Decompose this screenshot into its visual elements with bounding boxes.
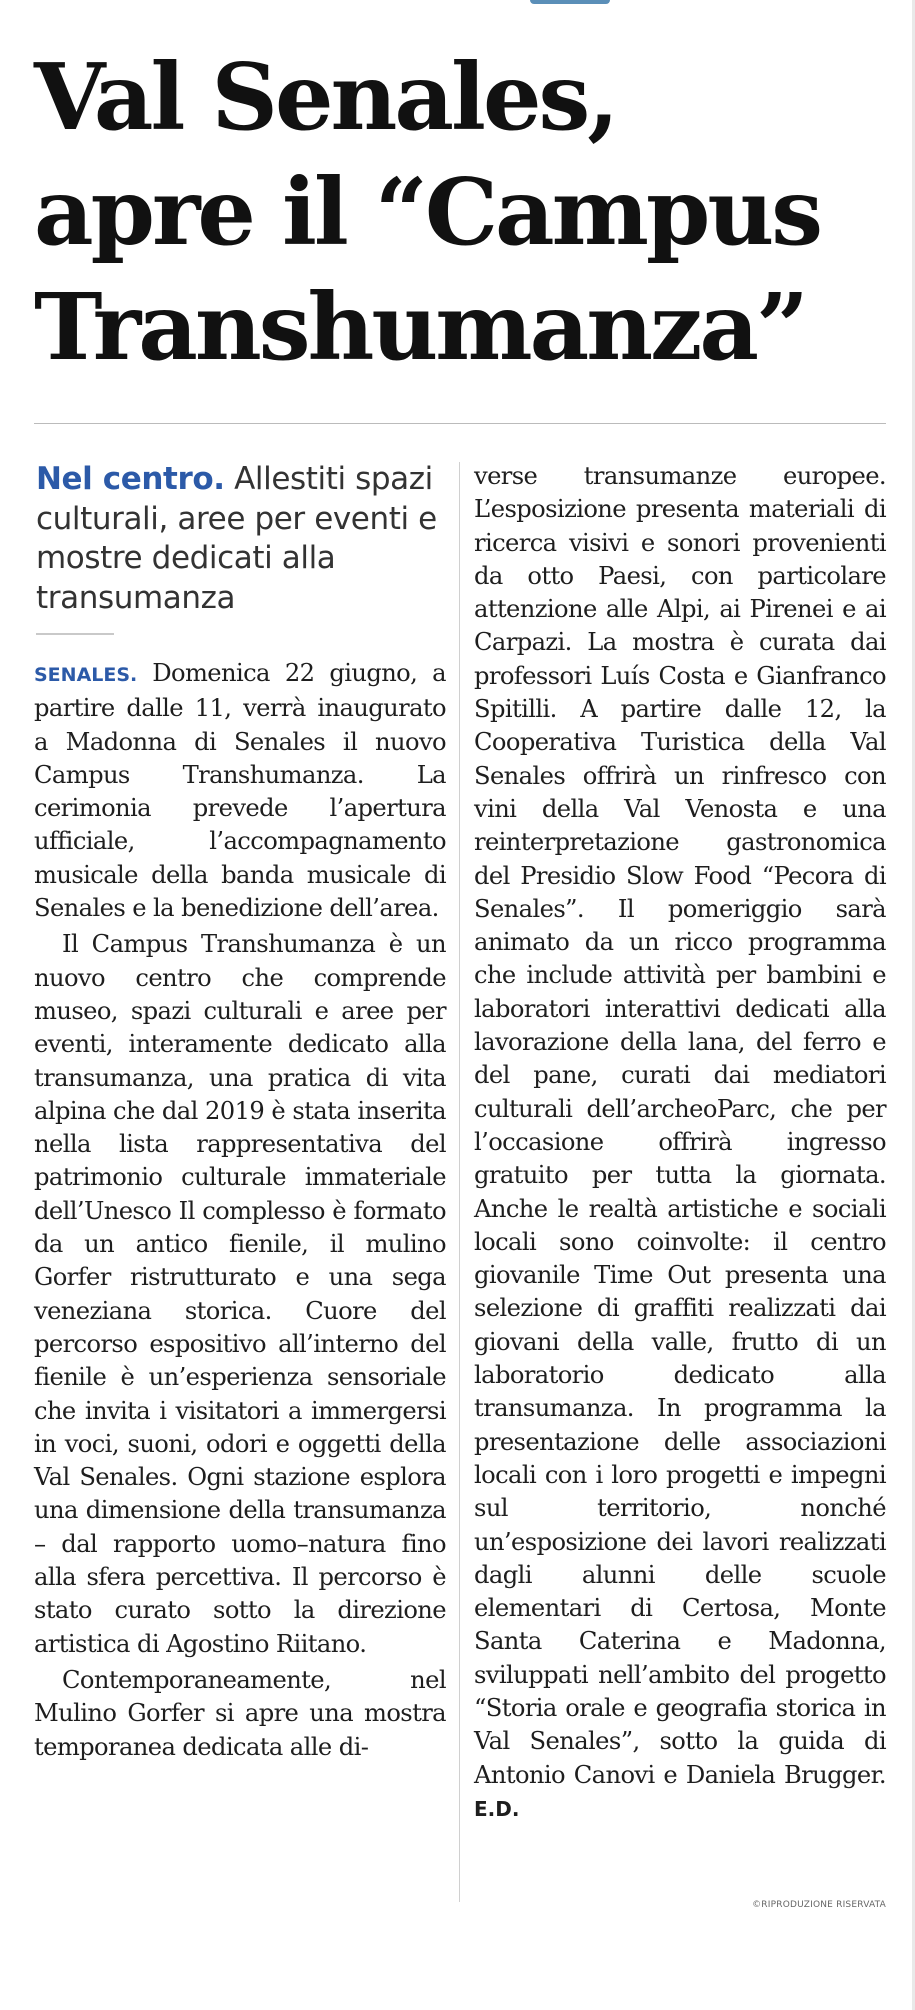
summary-divider <box>36 633 114 635</box>
headline-line-2: apre il “Campus <box>34 158 821 266</box>
paragraph-3-text: verse transumanze europee. L’esposizione presenta materiali di ricerca visivi e sonori provenienti da otto Paesi, con particolare attenzione alle Alpi, ai Pirenei e ai Carpazi. La mostra è curata dai professori Luís Costa e Gianfranco Spitilli. A partire dalle 12, la Cooperativa Turistica della Val Senales offrirà un rinfresco con vini della Val Venosta e una reinterpretazione gastronomica del Presidio Slow Food “Pecora di Senales”. Il pomeriggio sarà animato da un ricco programma che include attività per bambini e laboratori interattivi dedicati alla lavorazione della lana, del ferro e del pane, curati dai mediatori culturali dell’archeoParc, che per l’occasione offrirà ingresso gratuito per tutta la giornata. Anche le realtà artistiche e sociali locali sono coinvolte: il centro giovanile Time Out presenta una selezione di graffiti realizzati dai giovani della valle, frutto di un laboratorio dedicato alla transumanza. In programma la presentazione delle associazioni locali con i loro progetti e impegni sul territorio, nonché un’esposizione dei lavori realizzati dagli alunni delle scuole elementari di Certosa, Monte Santa Caterina e Madonna, sviluppati nell’ambito del progetto “Storia orale e geografia storica in Val Senales”, sotto la guida di Antonio Canovi e Daniela Brugger. <box>474 462 886 1789</box>
headline-line-1: Val Senales, <box>34 43 617 151</box>
dateline: SENALES. <box>34 664 138 686</box>
summary-text: Allestiti spazi culturali, aree per eventi e mostre dedicati alla transumanza <box>36 461 437 616</box>
headline-divider <box>34 423 886 424</box>
body-paragraph-2: Il Campus Transhumanza è un nuovo centro che comprende museo, spazi culturali e aree per eventi, interamente dedicato alla transumanza, una pratica di vita alpina che dal 2019 è stata inserita nella lista rappresentativa del patrimonio culturale immateriale dell’Unesco Il complesso è formato da un antico fienile, il mulino Gorfer ristrutturato e una sega veneziana storica. Cuore del percorso espositivo all’interno del fienile è un’esperienza sensoriale che invita i visitatori a immergersi in voci, suoni, odori e oggetti della Val Senales. Ogni stazione esplora una dimensione della transumanza – dal rapporto uomo–natura fino alla sfera percettiva. Il percorso è stato curato sotto la direzione artistica di Agostino Riitano. <box>34 930 446 1658</box>
paragraph-1-text: Domenica 22 giugno, a partire dalle 11, verrà inaugurato a Madonna di Senales il nuovo Campus Transhumanza. La cerimonia prevede l’apertura ufficiale, l’accompagnamento musicale della banda musicale di Senales e la benedizione dell’area. <box>34 659 446 923</box>
body-paragraph-3-continued <box>474 460 886 1826</box>
summary-kicker: Nel centro. <box>36 461 225 497</box>
headline-line-3: Transhumanza” <box>34 273 806 381</box>
body-paragraph-3-start: Contemporaneamente, nel Mulino Gorfer si apre una mostra temporanea dedicata alle di- <box>34 1665 446 1761</box>
body-paragraph-1 <box>34 657 446 925</box>
article-column-right <box>474 460 886 1826</box>
article-column-left <box>34 460 446 1764</box>
author-initials: E.D. <box>474 1796 520 1821</box>
top-tab-indicator <box>530 0 610 4</box>
copyright-notice: ©RIPRODUZIONE RISERVATA <box>752 1900 886 1910</box>
column-divider <box>459 462 460 1902</box>
article-summary <box>36 460 446 618</box>
article-headline <box>34 40 894 385</box>
